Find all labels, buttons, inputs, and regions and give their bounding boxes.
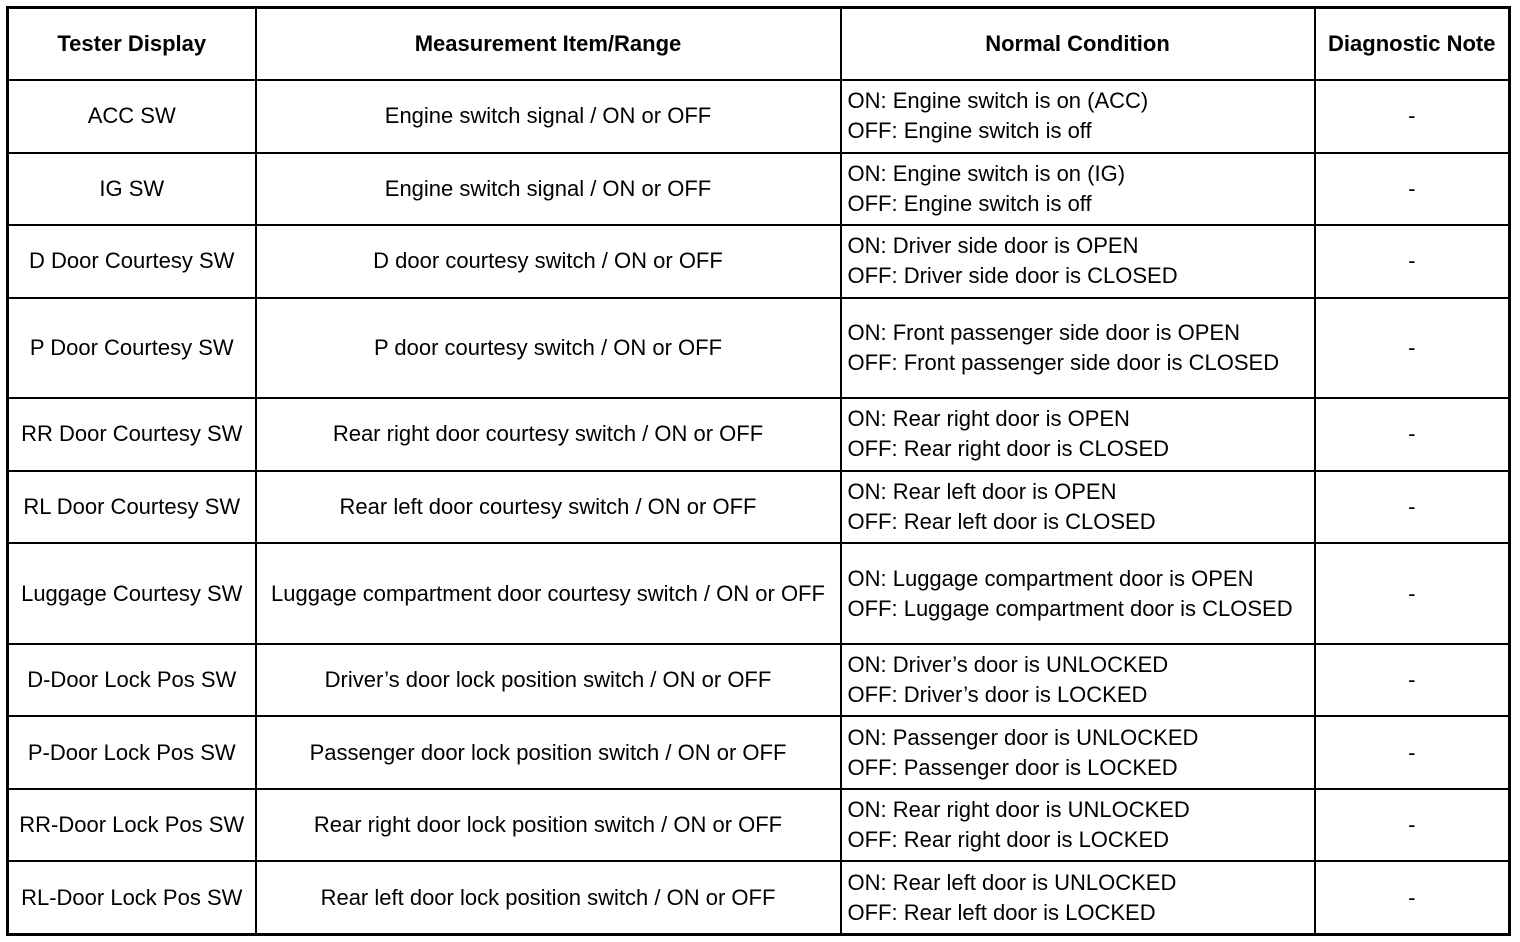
condition-off: OFF: Rear right door is LOCKED — [847, 827, 1170, 853]
table-row — [8, 471, 1510, 544]
header-normal-condition: Normal Condition — [841, 8, 1315, 81]
condition-off: OFF: Front passenger side door is CLOSED — [847, 349, 1280, 375]
measurement-cell: D door courtesy switch / ON or OFF — [256, 225, 841, 298]
table-row — [8, 225, 1510, 298]
condition-on: ON: Engine switch is on (IG) — [847, 160, 1126, 186]
condition-off: OFF: Engine switch is off — [847, 190, 1092, 216]
measurement-cell: Passenger door lock position switch / ON or OFF — [256, 716, 841, 789]
condition-on: ON: Driver’s door is UNLOCKED — [847, 652, 1169, 678]
measurement-cell: Rear left door lock position switch / ON or OFF — [256, 861, 841, 934]
condition-on: ON: Passenger door is UNLOCKED — [847, 724, 1199, 750]
note-cell: - — [1315, 153, 1510, 226]
note-cell: - — [1315, 543, 1510, 644]
tester-display-cell: RL Door Courtesy SW — [8, 471, 256, 544]
tester-display-cell: RL-Door Lock Pos SW — [8, 861, 256, 934]
condition-on: ON: Driver side door is OPEN — [847, 233, 1139, 259]
tester-display-cell: IG SW — [8, 153, 256, 226]
condition-cell — [841, 153, 1315, 226]
measurement-cell: Rear right door courtesy switch / ON or OFF — [256, 398, 841, 471]
condition-on: ON: Rear left door is UNLOCKED — [847, 869, 1177, 895]
table-row — [8, 716, 1510, 789]
tester-display-cell: ACC SW — [8, 80, 256, 153]
tester-display-cell: P Door Courtesy SW — [8, 298, 256, 399]
condition-cell — [841, 298, 1315, 399]
condition-on: ON: Engine switch is on (ACC) — [847, 88, 1149, 114]
condition-cell — [841, 225, 1315, 298]
note-cell: - — [1315, 398, 1510, 471]
measurement-cell: Rear right door lock position switch / ON or OFF — [256, 789, 841, 862]
table-row — [8, 543, 1510, 644]
measurement-cell: Engine switch signal / ON or OFF — [256, 80, 841, 153]
condition-off: OFF: Rear right door is CLOSED — [847, 436, 1170, 462]
note-cell: - — [1315, 716, 1510, 789]
table-row — [8, 789, 1510, 862]
condition-cell — [841, 716, 1315, 789]
header-tester-display: Tester Display — [8, 8, 256, 81]
condition-cell — [841, 644, 1315, 717]
condition-cell — [841, 471, 1315, 544]
condition-off: OFF: Driver side door is CLOSED — [847, 263, 1178, 289]
note-cell: - — [1315, 225, 1510, 298]
condition-on: ON: Rear right door is OPEN — [847, 406, 1130, 432]
condition-on: ON: Luggage compartment door is OPEN — [847, 565, 1254, 591]
condition-cell — [841, 398, 1315, 471]
condition-cell — [841, 80, 1315, 153]
tester-display-cell: Luggage Courtesy SW — [8, 543, 256, 644]
condition-off: OFF: Driver’s door is LOCKED — [847, 682, 1148, 708]
measurement-cell: P door courtesy switch / ON or OFF — [256, 298, 841, 399]
measurement-cell: Luggage compartment door courtesy switch / ON or OFF — [256, 543, 841, 644]
condition-cell — [841, 543, 1315, 644]
table-row — [8, 153, 1510, 226]
measurement-cell: Driver’s door lock position switch / ON or OFF — [256, 644, 841, 717]
condition-off: OFF: Passenger door is LOCKED — [847, 754, 1178, 780]
table-row — [8, 298, 1510, 399]
header-measurement-item: Measurement Item/Range — [256, 8, 841, 81]
tester-display-cell: D-Door Lock Pos SW — [8, 644, 256, 717]
condition-off: OFF: Engine switch is off — [847, 118, 1092, 144]
table-row — [8, 644, 1510, 717]
note-cell: - — [1315, 471, 1510, 544]
condition-cell — [841, 789, 1315, 862]
note-cell: - — [1315, 298, 1510, 399]
table-row — [8, 398, 1510, 471]
condition-cell — [841, 861, 1315, 934]
condition-on: ON: Front passenger side door is OPEN — [847, 319, 1240, 345]
tester-display-cell: P-Door Lock Pos SW — [8, 716, 256, 789]
note-cell: - — [1315, 644, 1510, 717]
measurement-cell: Rear left door courtesy switch / ON or OFF — [256, 471, 841, 544]
table-row — [8, 861, 1510, 934]
header-diagnostic-note: Diagnostic Note — [1315, 8, 1510, 81]
measurement-cell: Engine switch signal / ON or OFF — [256, 153, 841, 226]
note-cell: - — [1315, 861, 1510, 934]
tester-display-cell: D Door Courtesy SW — [8, 225, 256, 298]
tester-display-cell: RR-Door Lock Pos SW — [8, 789, 256, 862]
note-cell: - — [1315, 789, 1510, 862]
data-list-table — [6, 6, 1511, 936]
tester-display-cell: RR Door Courtesy SW — [8, 398, 256, 471]
condition-on: ON: Rear right door is UNLOCKED — [847, 797, 1190, 823]
condition-off: OFF: Rear left door is LOCKED — [847, 899, 1156, 925]
condition-on: ON: Rear left door is OPEN — [847, 478, 1117, 504]
table-row — [8, 80, 1510, 153]
condition-off: OFF: Rear left door is CLOSED — [847, 508, 1156, 534]
note-cell: - — [1315, 80, 1510, 153]
header-row — [8, 8, 1510, 81]
condition-off: OFF: Luggage compartment door is CLOSED — [847, 595, 1293, 621]
